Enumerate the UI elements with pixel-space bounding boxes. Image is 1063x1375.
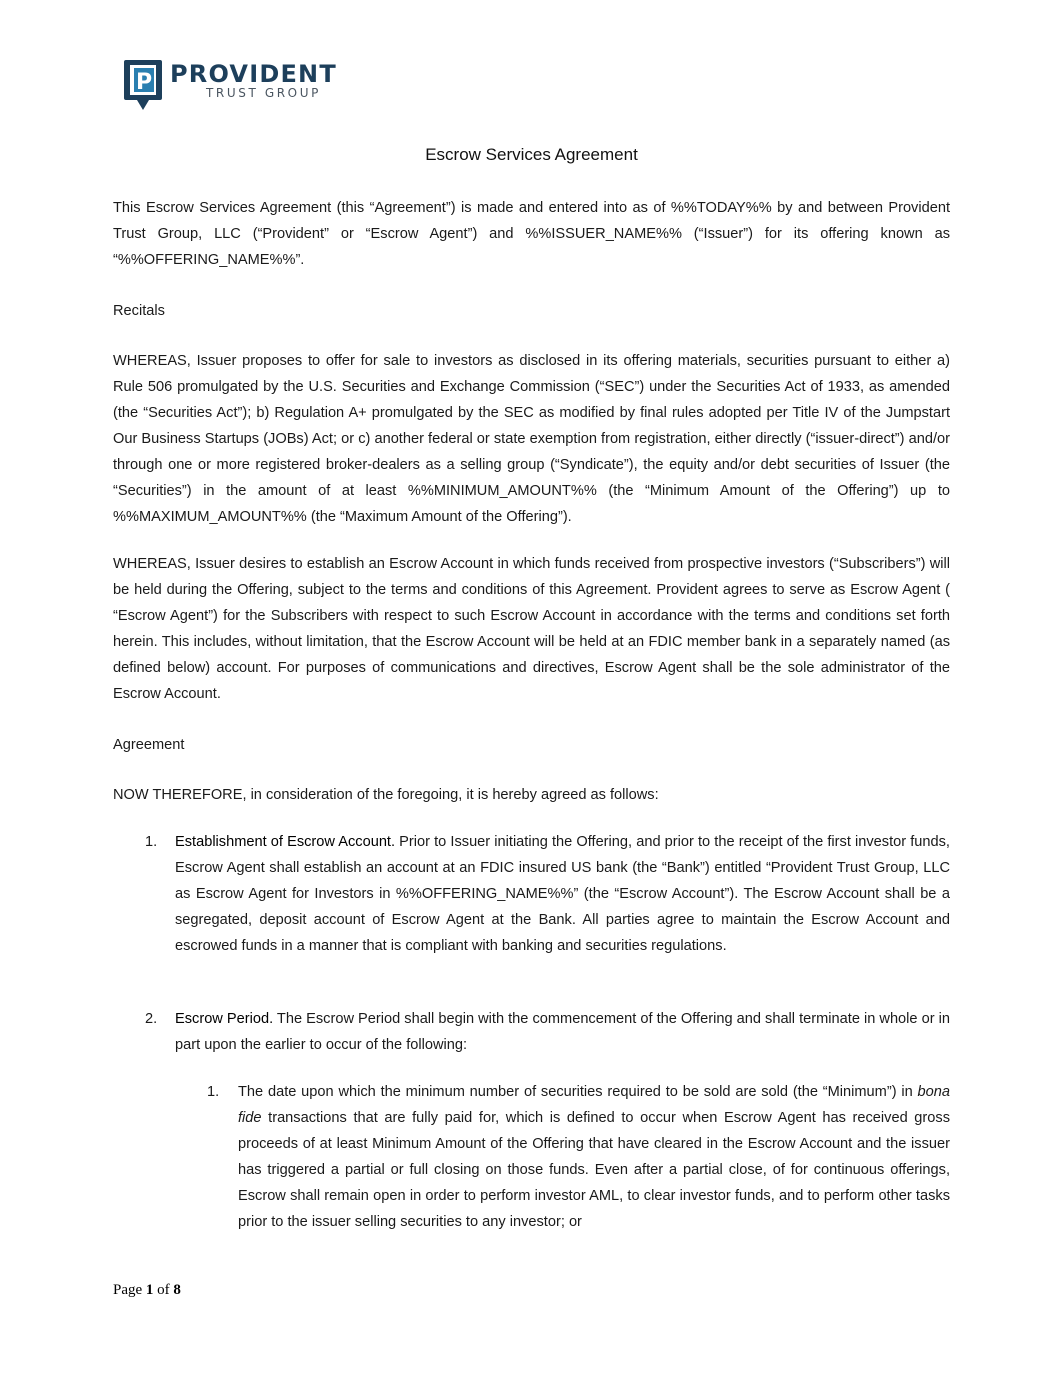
page-number: 1 bbox=[145, 1282, 154, 1298]
recital-paragraph-2: WHEREAS, Issuer desires to establish an Escrow Account in which funds received from prospective investors (“Subscribers”) will be held during the Offering, subject to the terms and conditions of this Agreement. Provident agrees to serve as Escrow Agent ( “Escrow Agent”) for the Subscribers with respect to such Escrow Account in accordance with the terms and conditions set forth herein. This includes, without limitation, that the Escrow Account will be held at an FDIC member bank in a separately named (as defined below) account. For purposes of communications and directives, Escrow Agent shall be the sole administrator of the Escrow Account. bbox=[113, 556, 950, 702]
now-therefore-paragraph: NOW THEREFORE, in consideration of the foregoing, it is hereby agreed as follows: bbox=[113, 787, 659, 803]
section-text bbox=[175, 1006, 950, 1058]
intro-paragraph: This Escrow Services Agreement (this “Agreement”) is made and entered into as of %%TODAY%% by and between Provident Trust Group, LLC (“Provident” or “Escrow Agent”) and %%ISSUER_NAME%% (“Issuer”) for its offering known as “%%OFFERING_NAME%%”. bbox=[113, 200, 950, 268]
logo-subtitle: TRUST GROUP bbox=[206, 86, 321, 100]
logo-name: PROVIDENT bbox=[170, 60, 337, 88]
subsection-number: 1. bbox=[207, 1084, 220, 1100]
subsection-text bbox=[238, 1079, 950, 1235]
section-number: 2. bbox=[145, 1011, 158, 1027]
total-pages: 8 bbox=[173, 1282, 181, 1298]
provident-logo-icon bbox=[122, 58, 164, 114]
document-title: Escrow Services Agreement bbox=[425, 145, 638, 164]
section-heading: Escrow Period. bbox=[175, 1011, 274, 1027]
recital-paragraph-1: WHEREAS, Issuer proposes to offer for sale to investors as disclosed in its offering materials, securities pursuant to either a) Rule 506 promulgated by the U.S. Securities and Exchange Commission (“SEC”) under the Securities Act of 1933, as amended (the “Securities Act”); b) Regulation A+ promulgated by the SEC as modified by final rules adopted per Title IV of the Jumpstart Our Business Startups (JOBs) Act; or c) another federal or state exemption from registration, either directly (“issuer-direct”) and/or through one or more registered broker-dealers as a selling group (“Syndicate”), the equity and/or debt securities of Issuer (the “Securities”) in the amount of at least %%MINIMUM_AMOUNT%% (the “Minimum Amount of the Offering”) up to %%MAXIMUM_AMOUNT%% (the “Maximum Amount of the Offering”). bbox=[113, 353, 950, 525]
section-body: Prior to Issuer initiating the Offering, and prior to the receipt of the first investor funds, Escrow Agent shall establish an account at an FDIC insured US bank (the “Bank”) entitled “Provident Trust Group, LLC as Escrow Agent for Investors in %%OFFERING_NAME%%” (the “Escrow Account”). The Escrow Account shall be a segregated, deposit account of Escrow Agent at the Bank. All parties agree to maintain the Escrow Account and escrowed funds in a manner that is compliant with banking and securities regulations. bbox=[175, 834, 950, 954]
provident-logo bbox=[122, 58, 337, 114]
recitals-heading: Recitals bbox=[113, 303, 165, 319]
section-text bbox=[175, 829, 950, 959]
subsection-text-b: transactions that are fully paid for, which is defined to occur when Escrow Agent has received gross proceeds of at least Minimum Amount of the Offering that have cleared in the Escrow Account and the issuer has triggered a partial or full closing on those funds. Even after a partial close, of for continuous offerings, Escrow shall remain open in order to perform investor AML, to clear investor funds, and to perform other tasks prior to the issuer selling securities to any investor; or bbox=[238, 1110, 950, 1230]
section-1 bbox=[145, 829, 950, 959]
agreement-heading: Agreement bbox=[113, 737, 185, 753]
section-body: The Escrow Period shall begin with the commencement of the Offering and shall terminate in whole or in part upon the earlier to occur of the following: bbox=[175, 1011, 950, 1053]
svg-text:P: P bbox=[135, 70, 153, 95]
subsection-text-a: The date upon which the minimum number of securities required to be sold are sold (the “Minimum”) in bbox=[238, 1084, 918, 1100]
page-footer bbox=[113, 1282, 181, 1299]
subsection-italic: bona fide bbox=[238, 1084, 950, 1126]
of-label: of bbox=[157, 1282, 170, 1298]
subsection-1 bbox=[207, 1079, 950, 1235]
section-2 bbox=[145, 1006, 950, 1058]
section-heading: Establishment of Escrow Account. bbox=[175, 834, 396, 850]
section-number: 1. bbox=[145, 834, 158, 850]
page-label: Page bbox=[113, 1282, 143, 1298]
